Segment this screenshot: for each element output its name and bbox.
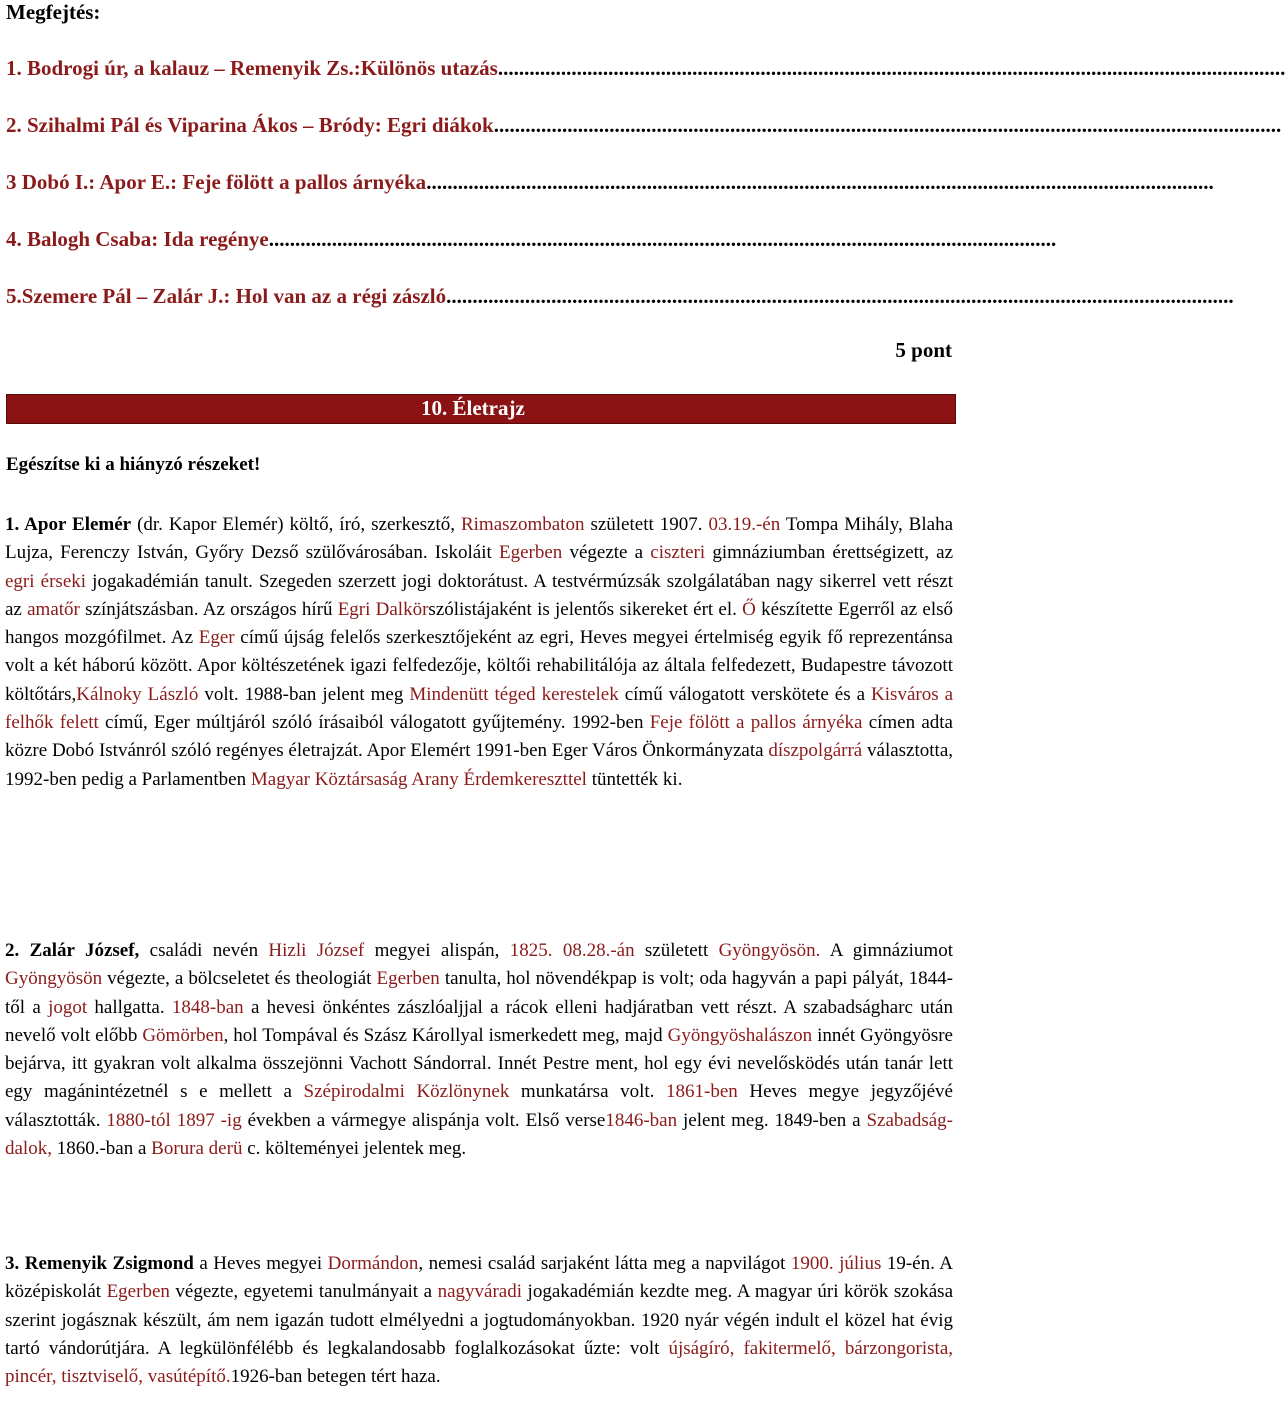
filled-answer: Szabadság-dalok, xyxy=(5,1109,954,1160)
filled-answer: Gyöngyöshalászon xyxy=(667,1024,813,1046)
bio-text: innét Gyöngyösre bejárva, itt gyakran volt alkalma összejönni Vachott Sándorral. Innét Pestre ment, hol egy évi nevelősködés után tanár lett egy magánintézetnél s e mellett a xyxy=(5,1024,953,1103)
answer-dots: ...................................................................................................................................................... xyxy=(493,113,1282,137)
answer-item xyxy=(6,225,1057,282)
bio-text: 1926-ban betegen tért haza. xyxy=(230,1366,441,1388)
bio-name: 1. Apor Elemér xyxy=(5,514,132,535)
section-banner xyxy=(6,394,956,424)
filled-answer: jogot xyxy=(48,996,88,1018)
answer-text: 5.Szemere Pál – Zalár J.: Hol van az a régi zászló xyxy=(6,284,447,308)
answer-text: 3 Dobó I.: Apor E.: Feje fölött a pallos árnyéka xyxy=(6,170,427,194)
filled-answer: 1848-ban xyxy=(171,996,244,1018)
answer-text: 2. Szihalmi Pál és Viparina Ákos – Bródy: Egri diákok xyxy=(6,113,494,137)
filled-answer: 1825. 08.28.-án xyxy=(509,940,635,961)
filled-answer: Egerben xyxy=(106,1281,170,1303)
answer-item xyxy=(6,54,1285,111)
filled-answer: Mindenütt téged kerestelek xyxy=(409,683,619,705)
filled-answer: Kisváros a felhők felett xyxy=(5,683,954,734)
bio-text: született 1907. xyxy=(584,514,709,535)
instruction-text: Egészítse ki a hiányzó részeket! xyxy=(6,454,261,475)
bio-text: végezte, a bölcseletet és theologiát xyxy=(102,968,377,990)
bio-text: tüntették ki. xyxy=(586,768,683,790)
bio-text: jogakadémián kezdte meg. A magyar úri körök szokása szerint jogásznak készült, ám nem igazán tudott elmélyedni a jogtudományokban. 1920 nyár végén indult el közel hat évig tartó vándorútjára. A legkülönfélébb és legkalandosabb foglalkozásokat űzte: volt xyxy=(5,1281,954,1359)
answer-list xyxy=(6,54,1285,339)
filled-answer: Borura derü xyxy=(151,1138,243,1160)
filled-answer: Kálnoky László xyxy=(76,683,199,705)
filled-answer: Egerben xyxy=(498,542,563,564)
bio-text: 19-én. A középiskolát xyxy=(5,1253,954,1303)
section-title: 10. Életrajz xyxy=(421,396,525,420)
filled-answer: Gömörben xyxy=(142,1024,224,1046)
filled-answer: Eger xyxy=(198,627,235,649)
bio-text: született xyxy=(634,940,719,961)
answer-dots: ...................................................................................................................................................... xyxy=(497,56,1285,80)
filled-answer: Szépirodalmi Közlönynek xyxy=(303,1081,510,1103)
bio-text: gimnáziumban érettségizett, az xyxy=(705,542,954,564)
bio-name: 2. Zalár József, xyxy=(5,940,140,961)
bio-text: színjátszásban. Az országos hírű xyxy=(79,598,338,620)
biography-zalar xyxy=(5,937,953,1163)
bio-text: Heves megye jegyzőjévé választották. xyxy=(5,1081,953,1131)
bio-text: tanulta, hol növendékpap is volt; oda hagyván a papi pályát, 1844-től a xyxy=(5,968,953,1018)
bio-text: megyei alispán, xyxy=(364,940,510,961)
filled-answer: Egri Dalkör xyxy=(337,598,429,620)
answer-dots: ...................................................................................................................................................... xyxy=(446,284,1234,308)
filled-answer: nagyváradi xyxy=(437,1281,522,1303)
biography-apor xyxy=(5,511,953,794)
filled-answer: 1880-tól 1897 -ig xyxy=(106,1109,242,1131)
bio-text: című újság felelős szerkesztőjeként az egri, Heves megyei értelmiség egyik fő reprezentánsa volt a két háború között. Apor költészetének igazi felfedezője, költői rehabilitálója az általa felfedezett, Budapestre távozott költőtárs, xyxy=(5,627,953,705)
bio-text: jogakadémián tanult. Szegeden szerzett jogi doktorátust. A testvérmúzsák szolgálatában nagy sikerrel vett részt az xyxy=(5,570,953,620)
answer-item xyxy=(6,168,1214,225)
bio-text: címen adta közre Dobó Istvánról szóló regényes életrajzát. Apor Elemért 1991-ben Eger Város Önkormányzata xyxy=(5,712,953,762)
points-label: 5 pont xyxy=(895,338,952,362)
bio-text: volt. 1988-ban jelent meg xyxy=(198,683,410,705)
answer-dots: ...................................................................................................................................................... xyxy=(426,170,1214,194)
bio-text: választotta, 1992-ben pedig a Parlamentben xyxy=(5,740,953,790)
filled-answer: Dormándon xyxy=(327,1253,419,1274)
bio-name: 3. Remenyik Zsigmond xyxy=(5,1253,194,1274)
filled-answer: Feje fölött a pallos árnyéka xyxy=(649,712,863,734)
bio-text: jelent meg. 1849-ben a xyxy=(677,1109,867,1131)
bio-text: 1860.-ban a xyxy=(51,1138,152,1160)
filled-answer: Gyöngyösön. xyxy=(718,940,821,961)
bio-text: a hevesi önkéntes zászlóaljjal a rácok elleni hadjáratban vett részt. A szabadságharc után nevelő volt előbb xyxy=(5,996,953,1046)
bio-text: című válogatott verskötete és a xyxy=(618,683,872,705)
bio-text: családi nevén xyxy=(139,940,269,961)
bio-text: , nemesi család sarjaként látta meg a napvilágot xyxy=(418,1253,791,1274)
answer-text: 4. Balogh Csaba: Ida regénye xyxy=(6,227,269,251)
filled-answer: Hizli József xyxy=(268,940,365,961)
filled-answer: Ő xyxy=(742,598,756,620)
bio-text: hallgatta. xyxy=(87,996,172,1018)
answer-text: 1. Bodrogi úr, a kalauz – Remenyik Zs.:Különös utazás xyxy=(6,56,498,80)
filled-answer: Gyöngyösön xyxy=(5,968,103,990)
filled-answer: 03.19.-én xyxy=(708,514,781,535)
bio-text: szólistájaként is jelentős sikereket ért el. xyxy=(428,598,743,620)
filled-answer: egri érseki xyxy=(5,570,87,592)
bio-text: végezte a xyxy=(562,542,651,564)
bio-text: munkatársa volt. xyxy=(509,1081,667,1103)
bio-text: végezte, egyetemi tanulmányait a xyxy=(169,1281,438,1303)
answer-dots: ...................................................................................................................................................... xyxy=(268,227,1057,251)
bio-text: a Heves megyei xyxy=(193,1253,328,1274)
solution-heading: Megfejtés: xyxy=(6,0,101,24)
filled-answer: 1900. július xyxy=(790,1253,882,1274)
bio-text: című, Eger múltjáról szóló írásaiból válogatott gyűjtemény. 1992-ben xyxy=(98,712,650,734)
bio-text: készítette Egerről az első hangos mozgófilmet. Az xyxy=(5,598,953,649)
answer-item xyxy=(6,111,1282,168)
bio-text: , hol Tompával és Szász Károllyal ismerkedett meg, majd xyxy=(223,1024,668,1046)
bio-text: (dr. Kapor Elemér) költő, író, szerkesztő, xyxy=(131,514,461,535)
filled-answer: Egerben xyxy=(376,968,440,990)
biography-remenyik xyxy=(5,1250,953,1391)
bio-text: c. költeményei jelentek meg. xyxy=(242,1138,467,1160)
bio-text: években a vármegye alispánja volt. Első verse xyxy=(241,1109,606,1131)
filled-answer: Magyar Köztársaság Arany Érdemkereszttel xyxy=(250,768,587,790)
filled-answer: díszpolgárrá xyxy=(768,740,863,762)
filled-answer: 1861-ben xyxy=(666,1081,738,1103)
bio-text: Tompa Mihály, Blaha Lujza, Ferenczy István, Győry Dezső szülővárosában. Iskoláit xyxy=(5,514,954,564)
filled-answer: amatőr xyxy=(27,598,80,620)
filled-answer: 1846-ban xyxy=(605,1109,678,1131)
bio-text: A gimnáziumot xyxy=(820,940,953,961)
filled-answer: Rimaszombaton xyxy=(460,514,585,535)
filled-answer: újságíró, fakitermelő, bárzongorista, pincér, tisztviselő, vasútépítő. xyxy=(5,1337,954,1388)
answer-item xyxy=(6,282,1234,339)
filled-answer: ciszteri xyxy=(650,542,706,564)
